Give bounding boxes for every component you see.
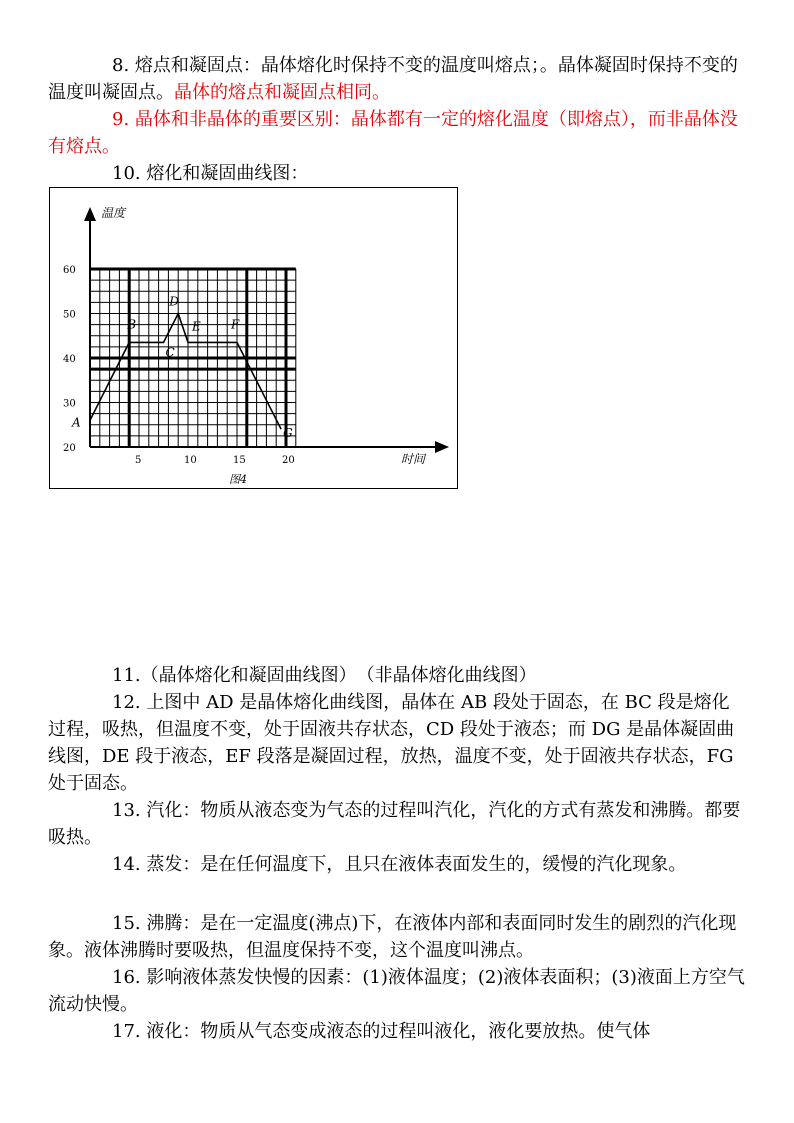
figure-caption: 图4 <box>229 473 247 486</box>
paragraph-8 <box>48 52 746 106</box>
paragraph-8-text: 8. 熔点和凝固点：晶体熔化时保持不变的温度叫熔点；。晶体凝固时保持不变的温度叫凝固点。 <box>48 55 738 103</box>
point-label-e: E <box>192 319 201 334</box>
point-label-b: B <box>127 317 137 332</box>
paragraph-15: 15. 沸腾：是在一定温度(沸点)下，在液体内部和表面同时发生的剧烈的汽化现象。液体沸腾时要吸热，但温度保持不变，这个温度叫沸点。 <box>48 913 737 961</box>
paragraph-12: 12. 上图中 AD 是晶体熔化曲线图，晶体在 AB 段处于固态，在 BC 段是熔化过程，吸热，但温度不变，处于固液共存状态，CD 段处于液态；而 DG 是晶体凝固曲线图，DE 段于液态，EF 段落是凝固过程，放热，温度不变，处于固液共存状态，FG 处于固态。 <box>48 692 735 794</box>
x-tick-label: 20 <box>282 455 295 466</box>
point-label-f: F <box>231 317 240 332</box>
x-tick-label: 10 <box>184 455 197 466</box>
paragraph-9: 9. 晶体和非晶体的重要区别：晶体都有一定的熔化温度（即熔点），而非晶体没有熔点。 <box>48 109 738 157</box>
x-axis-label: 时间 <box>401 452 426 466</box>
paragraph-16: 16. 影响液体蒸发快慢的因素：(1)液体温度；(2)液体表面积；(3)液面上方空气流动快慢。 <box>48 967 745 1015</box>
paragraph-14: 14. 蒸发：是在任何温度下，且只在液体表面发生的，缓慢的汽化现象。 <box>112 854 687 875</box>
y-tick-label: 60 <box>63 265 76 276</box>
point-label-g: G <box>283 426 293 441</box>
y-tick-label: 20 <box>63 443 76 454</box>
point-label-d: D <box>169 294 179 309</box>
paragraph-13: 13. 汽化：物质从液态变为气态的过程叫汽化，汽化的方式有蒸发和沸腾。都要吸热。 <box>48 800 741 848</box>
y-tick-label: 30 <box>63 398 76 410</box>
melting-curve-figure <box>49 187 458 489</box>
x-tick-label: 5 <box>135 455 142 466</box>
figure-frame <box>50 188 458 489</box>
y-axis-label: 温度 <box>101 206 126 220</box>
y-tick-label: 40 <box>63 354 76 365</box>
paragraph-11: 11.（晶体熔化和凝固曲线图） （非晶体熔化曲线图） <box>112 665 537 686</box>
paragraph-8-highlight: 晶体的熔点和凝固点相同。 <box>174 82 390 103</box>
paragraph-10: 10. 熔化和凝固曲线图： <box>112 163 309 184</box>
x-tick-label: 15 <box>233 455 246 466</box>
point-label-c: C <box>165 345 175 360</box>
paragraph-17: 17. 液化：物质从气态变成液态的过程叫液化，液化要放热。使气体 <box>112 1021 651 1042</box>
point-label-a: A <box>72 415 81 430</box>
y-tick-label: 50 <box>63 309 76 321</box>
